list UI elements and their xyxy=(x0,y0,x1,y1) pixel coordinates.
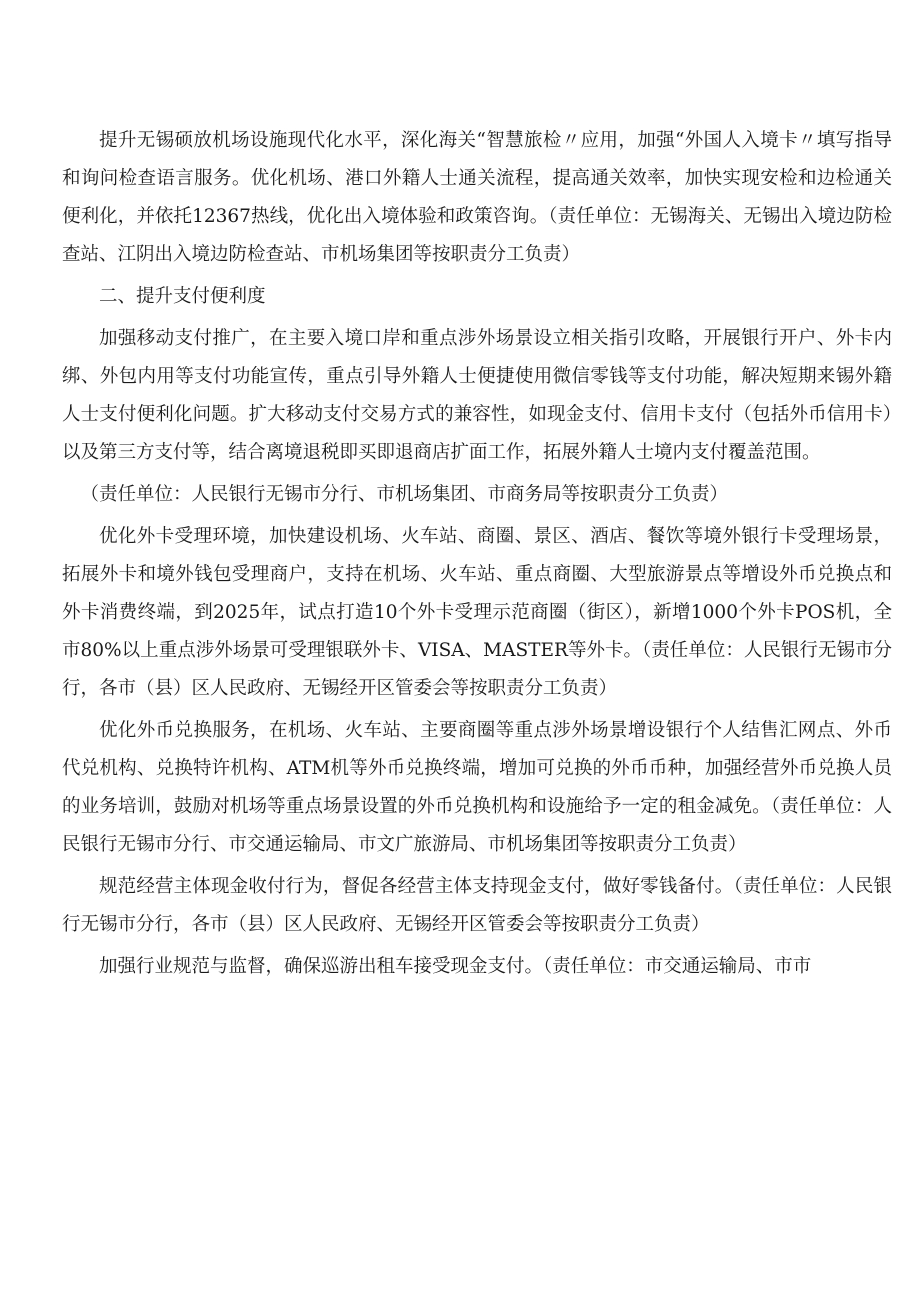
paragraph-responsibility-note: （责任单位：人民银行无锡市分行、市机场集团、市商务局等按职责分工负责） xyxy=(80,484,729,505)
document-body xyxy=(62,122,892,990)
paragraph-airport-facilities: 提升无锡硕放机场设施现代化水平，深化海关“智慧旅检〃应用，加强“外国人入境卡〃填写指导和询问检查语言服务。优化机场、港口外籍人士通关流程，提高通关效率，加快实现安检和边检通关便利化，并依托12367热线，优化出入境体验和政策咨询。（责任单位：无锡海关、无锡出入境边防检查站、江阴出入境边防检查站、市机场集团等按职责分工负责） xyxy=(62,130,892,265)
paragraph-mobile-payment: 加强移动支付推广，在主要入境口岸和重点涉外场景设立相关指引攻略，开展银行开户、外卡内绑、外包内用等支付功能宣传，重点引导外籍人士便捷使用微信零钱等支付功能，解决短期来锡外籍人士支付便利化问题。扩大移动支付交易方式的兼容性，如现金支付、信用卡支付（包括外币信用卡）以及第三方支付等，结合离境退税即买即退商店扩面工作，拓展外籍人士境内支付覆盖范围。 xyxy=(62,328,892,463)
paragraph-foreign-card-acceptance: 优化外卡受理环境，加快建设机场、火车站、商圈、景区、酒店、餐饮等境外银行卡受理场景，拓展外卡和境外钱包受理商户，支持在机场、火车站、重点商圈、大型旅游景点等增设外币兑换点和外卡消费终端，到2025年，试点打造10个外卡受理示范商圈（街区），新增1000个外卡POS机，全市80%以上重点涉外场景可受理银联外卡、VISA、MASTER等外卡。（责任单位：人民银行无锡市分行，各市（县）区人民政府、无锡经开区管委会等按职责分工负责） xyxy=(62,526,892,699)
paragraph-cash-payment: 规范经营主体现金收付行为，督促各经营主体支持现金支付，做好零钱备付。（责任单位：人民银行无锡市分行，各市（县）区人民政府、无锡经开区管委会等按职责分工负责） xyxy=(62,876,892,935)
paragraph-taxi-cash: 加强行业规范与监督，确保巡游出租车接受现金支付。（责任单位：市交通运输局、市市 xyxy=(99,956,812,977)
section-heading-payment: 二、提升支付便利度 xyxy=(99,286,266,307)
paragraph-currency-exchange: 优化外币兑换服务，在机场、火车站、主要商圈等重点涉外场景增设银行个人结售汇网点、外币代兑机构、兑换特许机构、ATM机等外币兑换终端，增加可兑换的外币币种，加强经营外币兑换人员的业务培训，鼓励对机场等重点场景设置的外币兑换机构和设施给予一定的租金减免。（责任单位：人民银行无锡市分行、市交通运输局、市文广旅游局、市机场集团等按职责分工负责） xyxy=(62,720,892,855)
